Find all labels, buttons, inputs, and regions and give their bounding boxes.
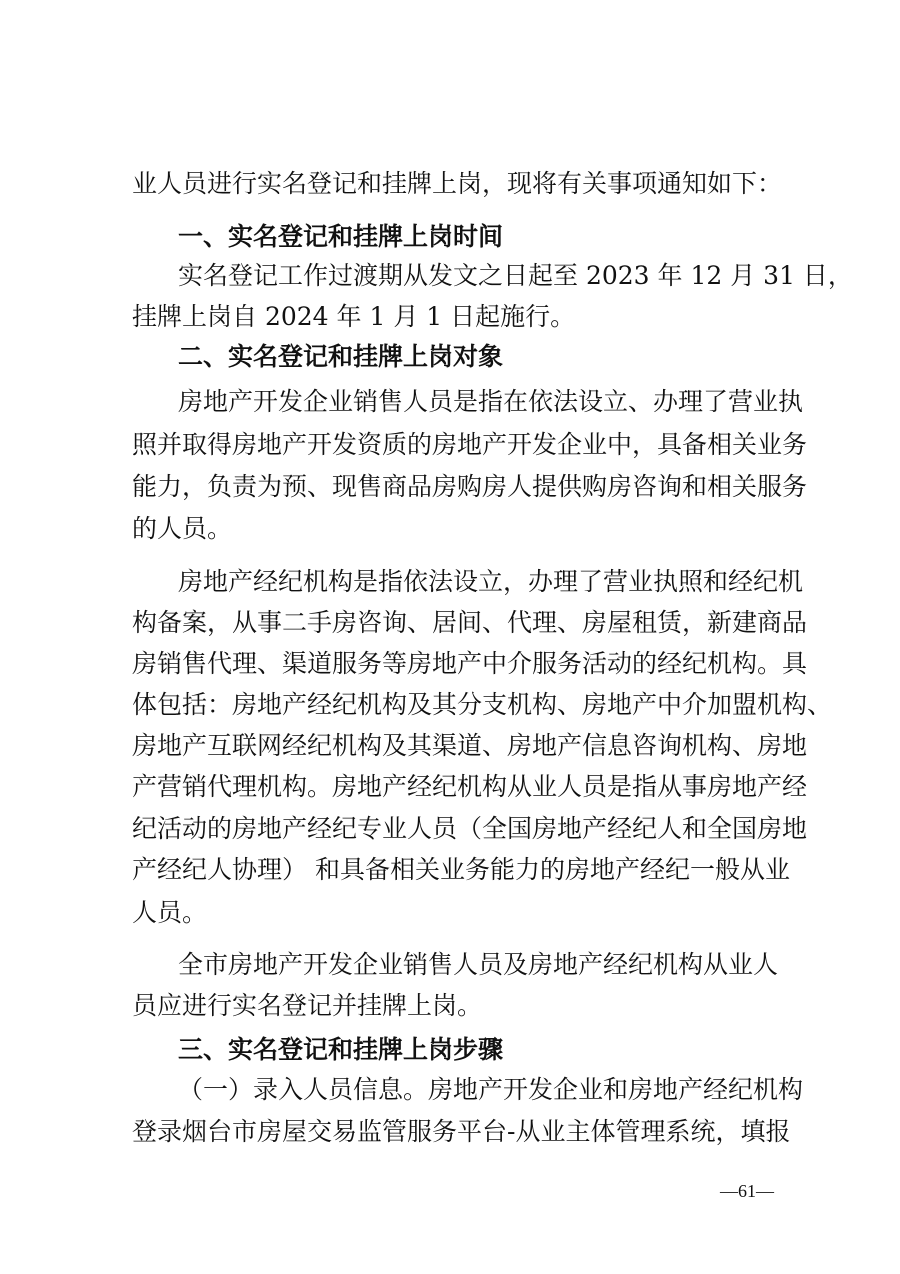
body-text-line: 挂牌上岗自 2024 年 1 月 1 日起施行。 <box>132 302 576 331</box>
section-heading: 三、实名登记和挂牌上岗步骤 <box>178 1035 504 1064</box>
body-text-line: 全市房地产开发企业销售人员及房地产经纪机构从业人 <box>178 950 779 979</box>
section-heading: 一、实名登记和挂牌上岗时间 <box>178 222 504 251</box>
body-text-line: 纪活动的房地产经纪专业人员（全国房地产经纪人和全国房地 <box>132 814 808 843</box>
body-text-line: 房地产开发企业销售人员是指在依法设立、办理了营业执 <box>178 387 804 416</box>
body-text-line: 实名登记工作过渡期从发文之日起至 2023 年 12 月 31 日， <box>178 261 853 290</box>
page-number: —61— <box>720 1181 774 1201</box>
body-text-line: 业人员进行实名登记和挂牌上岗，现将有关事项通知如下： <box>132 169 783 198</box>
body-text-line: （一）录入人员信息。房地产开发企业和房地产经纪机构 <box>178 1075 804 1104</box>
body-text-line: 房地产经纪机构是指依法设立，办理了营业执照和经纪机 <box>178 567 804 596</box>
body-text-line: 人员。 <box>132 898 208 927</box>
body-text-line: 房销售代理、渠道服务等房地产中介服务活动的经纪机构。具 <box>132 649 808 678</box>
body-text-line: 产经纪人协理） 和具备相关业务能力的房地产经纪一般从业 <box>132 855 790 884</box>
body-text-line: 员应进行实名登记并挂牌上岗。 <box>132 991 483 1020</box>
body-text-line: 的人员。 <box>132 514 233 543</box>
body-text-line: 登录烟台市房屋交易监管服务平台-从业主体管理系统，填报 <box>132 1117 791 1146</box>
body-text-line: 产营销代理机构。房地产经纪机构从业人员是指从事房地产经 <box>132 772 808 801</box>
body-text-line: 能力，负责为预、现售商品房购房人提供购房咨询和相关服务 <box>132 472 808 501</box>
body-text-line: 体包括：房地产经纪机构及其分支机构、房地产中介加盟机构、 <box>132 690 833 719</box>
body-text-line: 照并取得房地产开发资质的房地产开发企业中，具备相关业务 <box>132 430 808 459</box>
body-text-line: 房地产互联网经纪机构及其渠道、房地产信息咨询机构、房地 <box>132 731 808 760</box>
section-heading: 二、实名登记和挂牌上岗对象 <box>178 342 504 371</box>
body-text-line: 构备案，从事二手房咨询、居间、代理、房屋租赁，新建商品 <box>132 608 808 637</box>
